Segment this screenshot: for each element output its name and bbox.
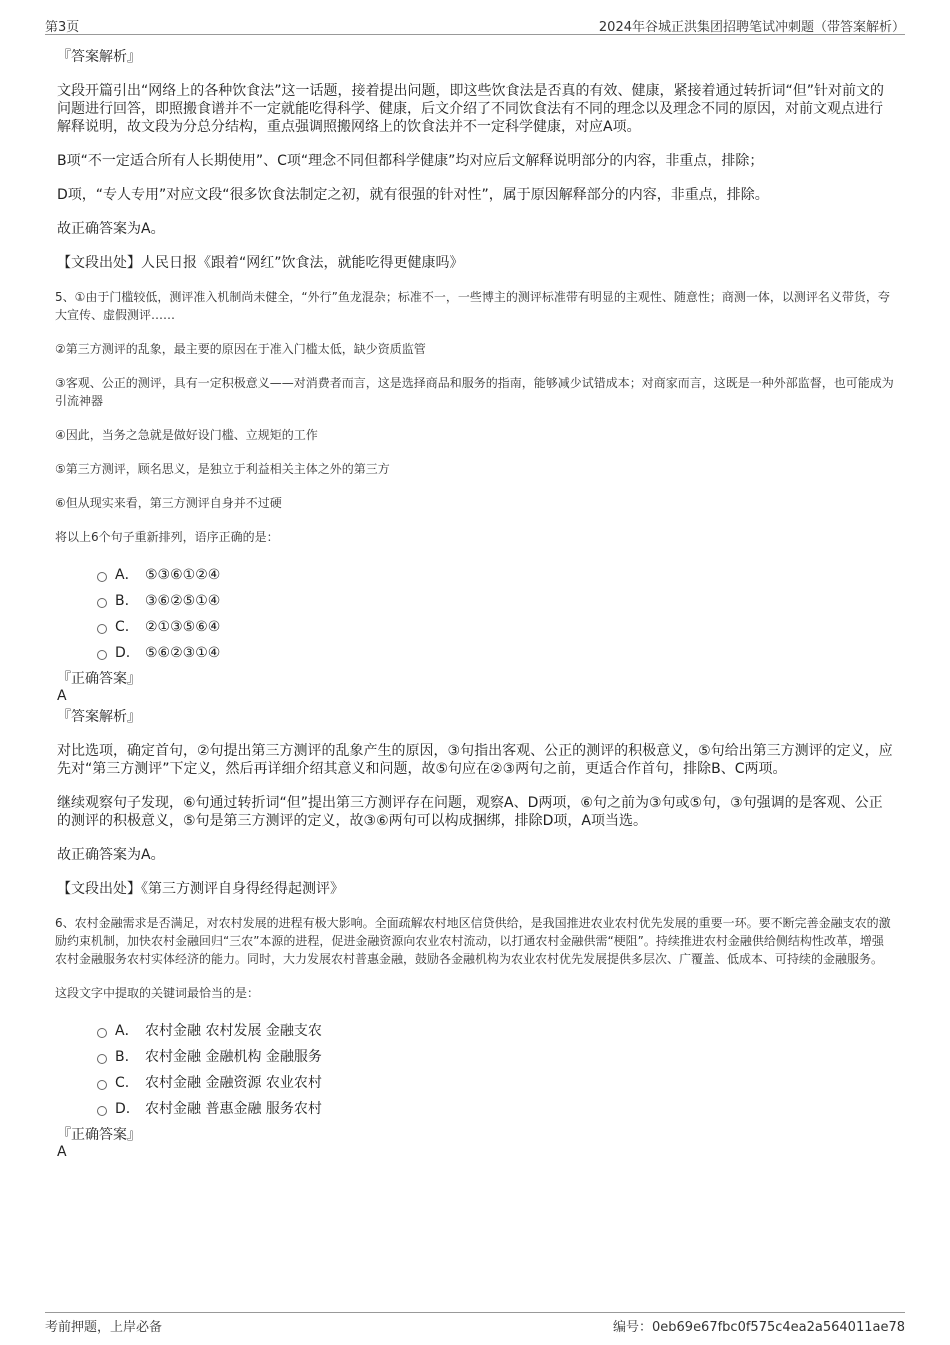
page-footer [45,1312,905,1335]
q5-sentence: ⑥但从现实来看，第三方测评自身并不过硬 [55,496,282,510]
q5-sentence: ④因此，当务之急就是做好设门槛、立规矩的工作 [55,428,318,442]
option-text: ③⑥②⑤①④ [145,593,221,609]
q4-analysis-paragraph: B项“不一定适合所有人长期使用”、C项“理念不同但都科学健康”均对应后文解释说明部分的内容，非重点，排除； [57,153,764,169]
radio-icon[interactable] [97,1028,107,1038]
option-text: 农村金融 金融机构 金融服务 [145,1049,322,1065]
option-letter: B. [115,593,130,609]
radio-icon[interactable] [97,1054,107,1064]
q5-option-b[interactable] [97,588,895,614]
q5-analysis-paragraph: 继续观察句子发现，⑥句通过转折词“但”提出第三方测评存在问题，观察A、D两项，⑥句之前为③句或⑤句，③句强调的是客观、公正的测评的积极意义，⑤句是第三方测评的定义，故③⑥两句可以构成捆绑，排除D项，A项当选。 [57,795,883,829]
option-text: 农村金融 金融资源 农业农村 [145,1075,322,1091]
q5-option-c[interactable] [97,614,895,640]
q6-option-a[interactable] [97,1018,895,1044]
q5-option-a[interactable] [97,562,895,588]
option-text: ⑤⑥②③①④ [145,645,221,661]
option-text: ⑤③⑥①②④ [145,567,221,583]
q5-sentence: ③客观、公正的测评，具有一定积极意义——对消费者而言，这是选择商品和服务的指南，能够减少试错成本；对商家而言，这既是一种外部监督，也可能成为引流神器 [55,376,894,408]
q5-sentence: 5、①由于门槛较低，测评准入机制尚未健全，“外行”鱼龙混杂；标准不一，一些博主的测评标准带有明显的主观性、随意性；商测一体，以测评名义带货，夸大宣传、虚假测评…… [55,290,890,322]
q5-option-d[interactable] [97,640,895,666]
q4-conclusion: 故正确答案为A。 [57,221,165,237]
option-letter: D. [115,1101,131,1117]
q6-answer-label: 『正确答案』 [57,1127,141,1143]
q4-source: 【文段出处】人民日报《跟着“网红”饮食法，就能吃得更健康吗》 [57,255,464,271]
footer-slogan: 考前押题，上岸必备 [45,1320,163,1335]
q5-conclusion: 故正确答案为A。 [57,847,165,863]
q5-answer: A [57,688,67,704]
document-title: 2024年谷城正洪集团招聘笔试冲刺题（带答案解析） [598,20,905,35]
document-id: 编号：0eb69e67fbc0f575c4ea2a564011ae78 [613,1320,905,1335]
page-number: 第3页 [45,20,80,35]
q6-prompt: 这段文字中提取的关键词最恰当的是： [55,986,260,1000]
option-letter: C. [115,1075,130,1091]
q6-option-c[interactable] [97,1070,895,1096]
q5-analysis-paragraph: 对比选项，确定首句，②句提出第三方测评的乱象产生的原因，③句指出客观、公正的测评的积极意义，⑤句给出第三方测评的定义，应先对“第三方测评”下定义，然后再详细介绍其意义和问题，故⑤句应在②③两句之前，更适合作首句，排除B、C两项。 [57,743,893,777]
q6-answer: A [57,1144,67,1160]
q5-sentence: ②第三方测评的乱象，最主要的原因在于准入门槛太低，缺少资质监管 [55,342,426,356]
radio-icon[interactable] [97,598,107,608]
q5-options [55,562,895,666]
q4-analysis-paragraph: D项，“专人专用”对应文段“很多饮食法制定之初，就有很强的针对性”，属于原因解释部分的内容，非重点，排除。 [57,187,769,203]
q5-answer-label: 『正确答案』 [57,671,141,687]
option-letter: C. [115,619,130,635]
radio-icon[interactable] [97,624,107,634]
q5-sentence: ⑤第三方测评，顾名思义，是独立于利益相关主体之外的第三方 [55,462,390,476]
option-text: ②①③⑤⑥④ [145,619,221,635]
q4-analysis-paragraph: 文段开篇引出“网络上的各种饮食法”这一话题，接着提出问题，即这些饮食法是否真的有效、健康，紧接着通过转折词“但”针对前文的问题进行回答，即照搬食谱并不一定就能吃得科学、健康，后文介绍了不同饮食法有不同的理念以及理念不同的原因，对前文观点进行解释说明，故文段为分总分结构，重点强调照搬网络上的饮食法并不一定科学健康，对应A项。 [57,83,885,135]
q6-option-d[interactable] [97,1096,895,1122]
radio-icon[interactable] [97,572,107,582]
radio-icon[interactable] [97,650,107,660]
q6-options [55,1018,895,1122]
option-letter: A． [115,1023,139,1039]
radio-icon[interactable] [97,1080,107,1090]
q6-question-text: 6、农村金融需求是否满足，对农村发展的进程有极大影响。全面疏解农村地区信贷供给，是我国推进农业农村优先发展的重要一环。要不断完善金融支农的激励约束机制，加快农村金融回归“三农”本源的进程，促进金融资源向农业农村流动，以打通农村金融供需“梗阻”。持续推进农村金融供给侧结构性改革，增强农村金融服务农村实体经济的能力。同时，大力发展农村普惠金融，鼓励各金融机构为农业农村优先发展提供多层次、广覆盖、低成本、可持续的金融服务。 [55,916,891,966]
q5-prompt: 将以上6个句子重新排列，语序正确的是： [55,530,279,544]
option-text: 农村金融 农村发展 金融支农 [145,1023,322,1039]
q6-option-b[interactable] [97,1044,895,1070]
page-header [45,14,905,35]
page-content [55,46,895,1160]
radio-icon[interactable] [97,1106,107,1116]
option-letter: B. [115,1049,130,1065]
q5-analysis-label: 『答案解析』 [57,709,141,725]
q4-analysis-label: 『答案解析』 [57,49,141,65]
option-text: 农村金融 普惠金融 服务农村 [145,1101,322,1117]
option-letter: D. [115,645,131,661]
q5-source: 【文段出处】《第三方测评自身得经得起测评》 [57,881,344,897]
option-letter: A． [115,567,139,583]
